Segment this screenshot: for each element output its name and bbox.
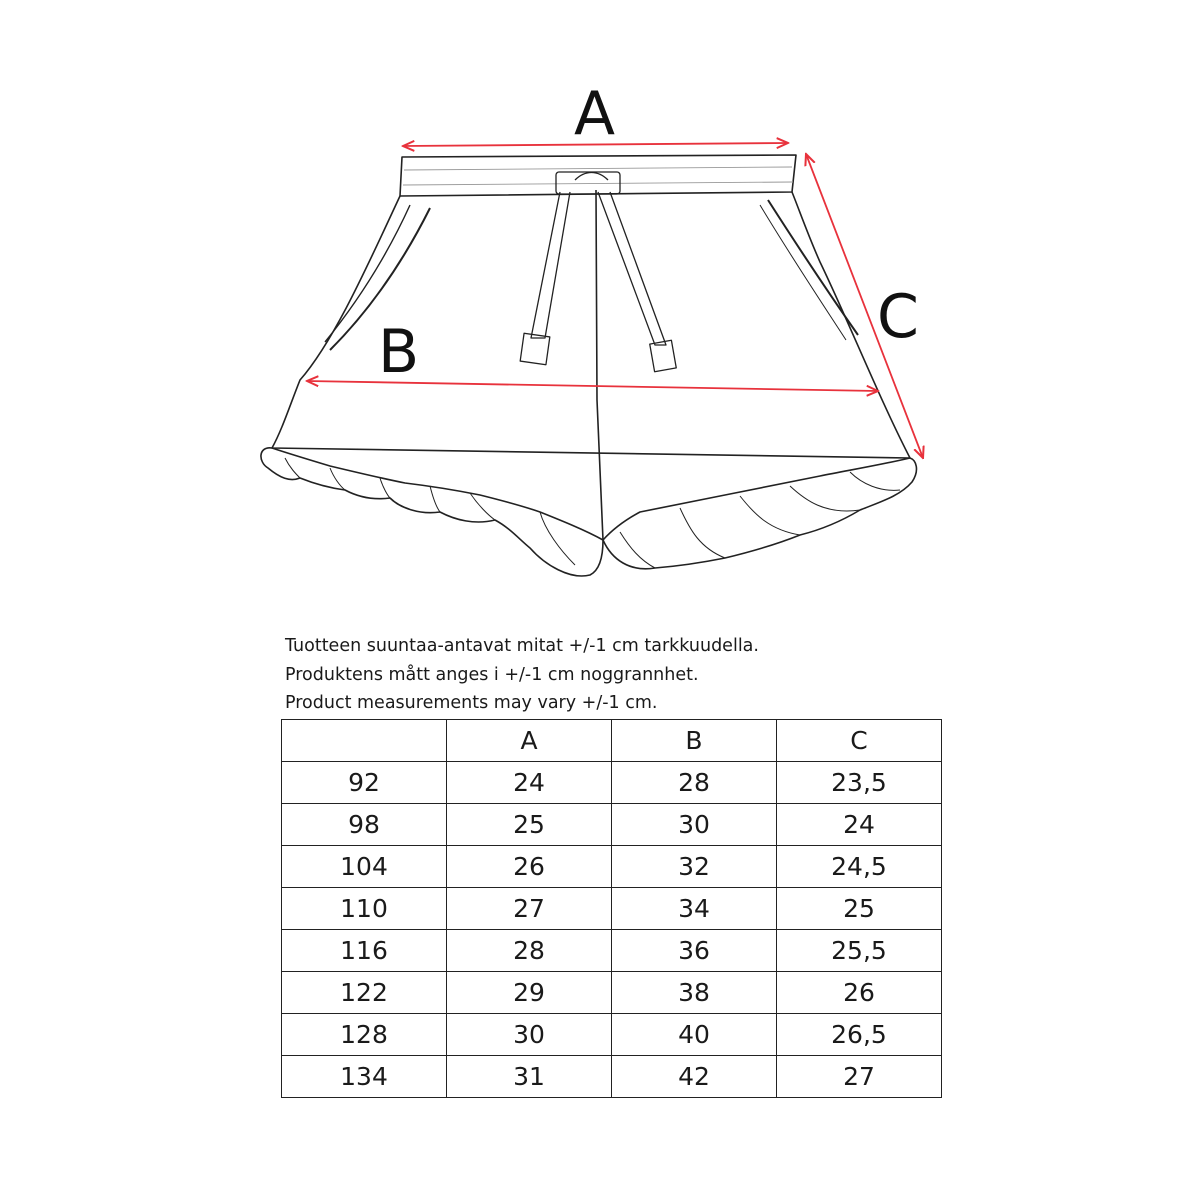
size-table	[281, 719, 942, 1098]
left-ruffle	[261, 448, 603, 576]
b-cell: 32	[612, 846, 777, 888]
size-cell: 92	[282, 762, 447, 804]
size-cell: 110	[282, 888, 447, 930]
c-cell: 27	[777, 1056, 942, 1098]
a-cell: 24	[447, 762, 612, 804]
c-cell: 26	[777, 972, 942, 1014]
c-cell: 24,5	[777, 846, 942, 888]
table-row	[282, 930, 942, 972]
a-cell: 31	[447, 1056, 612, 1098]
note-english: Product measurements may vary +/-1 cm.	[285, 693, 658, 713]
note-swedish: Produktens mått anges i +/-1 cm noggrannhet.	[285, 664, 699, 685]
table-header-row	[282, 720, 942, 762]
c-cell: 25	[777, 888, 942, 930]
right-pocket	[768, 200, 858, 335]
header-b: B	[612, 720, 777, 762]
a-cell: 25	[447, 804, 612, 846]
c-cell: 23,5	[777, 762, 942, 804]
measurement-notes	[285, 632, 759, 718]
b-cell: 36	[612, 930, 777, 972]
size-cell: 98	[282, 804, 447, 846]
a-cell: 27	[447, 888, 612, 930]
dimension-lines	[307, 143, 923, 458]
size-cell: 104	[282, 846, 447, 888]
table-row	[282, 804, 942, 846]
size-cell: 134	[282, 1056, 447, 1098]
table-row	[282, 1056, 942, 1098]
table-row	[282, 846, 942, 888]
dimension-a-label: A	[574, 79, 616, 149]
b-cell: 40	[612, 1014, 777, 1056]
right-ruffle	[603, 458, 916, 569]
c-cell: 26,5	[777, 1014, 942, 1056]
table-row	[282, 1014, 942, 1056]
b-cell: 28	[612, 762, 777, 804]
b-cell: 38	[612, 972, 777, 1014]
header-size	[282, 720, 447, 762]
c-cell: 24	[777, 804, 942, 846]
a-cell: 26	[447, 846, 612, 888]
size-cell: 128	[282, 1014, 447, 1056]
b-cell: 30	[612, 804, 777, 846]
header-c: C	[777, 720, 942, 762]
a-cell: 29	[447, 972, 612, 1014]
header-a: A	[447, 720, 612, 762]
a-cell: 30	[447, 1014, 612, 1056]
c-cell: 25,5	[777, 930, 942, 972]
a-cell: 28	[447, 930, 612, 972]
table-row	[282, 762, 942, 804]
table-row	[282, 972, 942, 1014]
size-cell: 116	[282, 930, 447, 972]
dimension-b-label: B	[378, 317, 420, 387]
waistband	[400, 155, 796, 196]
b-cell: 42	[612, 1056, 777, 1098]
b-cell: 34	[612, 888, 777, 930]
size-cell: 122	[282, 972, 447, 1014]
dimension-c-label: C	[877, 282, 919, 352]
table-row	[282, 888, 942, 930]
shorts-outline	[261, 155, 917, 576]
note-finnish: Tuotteen suuntaa-antavat mitat +/-1 cm tarkkuudella.	[285, 636, 759, 656]
shorts-body	[272, 192, 910, 458]
drawstring	[520, 172, 676, 372]
